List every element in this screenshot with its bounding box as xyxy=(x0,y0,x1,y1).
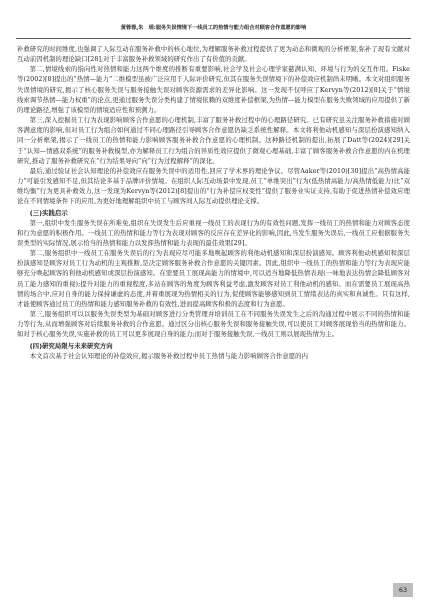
running-header: 黄蓉蓉,朱 瑶:服务失误情境下一线员工的热情与能力组合对顾客合作意愿的影响 xyxy=(120,25,307,31)
paragraph: 第三,服务组织可以以服务失误类型为基础对顾客进行分类管理并培训员工在不同服务失误发生之后的沟通过程中展示不同的热情和能力等行为,从而增强顾客对后续服务补救的合作意愿。通过区分出核心服务失误和服务接触失误,可以使员工对顾客展现恰当的热情和能力。如对于核心服务失误,实施补救的员工可以更多展现自身的能力;而对于服务接触失误,一线员工则以展现热情为主。 xyxy=(17,311,410,339)
section-heading: (三)实践启示 xyxy=(29,209,68,217)
article-body xyxy=(17,45,410,362)
paragraph: 补救研究的时间维度,也强调了人际互动在服务补救中的核心地位,为理解服务补救过程提供了更为动态和微观的分析框架,弥补了现有文献对互动前因机制的理论缺口[28],对于丰富服务补救领域的研究作出了有价值的贡献。 xyxy=(17,46,410,64)
paragraph: 第一,组织中发生服务失误在所难免,组织在失误发生后应重视一线员工的表现行为的有效性问题,发挥一线员工的热情和能力对顾客态度和行为意愿的积极作用。一线员工的热情和能力等行为表现对顾客的反应存在差异化的影响,因此,当发生服务失误后,一线员工应根据服务失误类型的实际情况,展示恰当的热情和能力以发挥热情和能力表现的最佳效果[29]。 xyxy=(17,219,410,247)
paragraph: 本文首次基于社会认知理论的补偿效应,揭示服务补救过程中员工热情与能力影响顾客合作意愿的内 xyxy=(29,352,309,360)
page-number: 63 xyxy=(393,583,413,597)
paragraph: 最后,通过验证社会认知理论的补偿效应在服务失误中的适用性,回应了学术界的理论争议。尽管Aaker等(2010)[30]提出“高热情高能力”可能引发感知不足,但其结论多基于品牌评价情境。在组织人际互动场景中发现,员工“单维突出”行为(低热情高能力/高热情低能力)比“双维均衡”行为更具补救效力,这一发现为Kervyn等(2012)[8]提出的“行为补偿应权变性”提供了服务业实证支持,有助于促进热情补偿效应理论在不同情境条件下的应用,为更好地理解组织中员工与顾客间人际互动提供理论支撑。 xyxy=(17,167,410,206)
section-heading: (四)研究局限与未来研究方向 xyxy=(29,342,113,350)
paragraph: 第二,情境线索的指向性对热情和能力这两个维度的推断有重要影响,社会学及社会心理学家慈满认知、环境与行为的交互作用。Fiske等(2002)[8]提出的“热情—能力”二维模型虽被广泛应用于人际评价研究,但其在服务失误情境下的补偿效应机制尚未明晰。本文对组织服务失误情境的研究,揭示了核心服务失误与服务接触失误对顾客资源需求的差异化影响。这一发现不仅呼应了Kervyn等(2012)[8]关于“情境线索调节热情—能力权重”的论点,更通过服务失误分类构建了情境依赖的双维度补偿框架,为热情—能力模型在服务失败领域的应用提供了新的理论路径,增强了该模型的情境适应性和预测力。 xyxy=(17,66,410,114)
header-divider xyxy=(16,38,411,39)
paragraph: 第三,深入挖掘员工行为表现影响顾客合作意愿的心理机制,丰富了服务补救过程中的心理路径研究。已有研究虽关注服务补救措施对顾客满意度的影响,但对员工行为组合如何通过不同心理路径引导顾客合作意愿仍缺乏系统性解释。本文将利他动机感知与深层扮演感知纳入同一分析框架,揭示了一线员工的热情和能力影响顾客服务补救合作意愿的心理机制。这种路径机制的提出,拓展了Datt等(2024)[29]关于“认知—情感双系统”的服务补救模型,亦为解释员工行为组合的异质性效应提供了微观心理基础,丰富了顾客服务补救合作意愿的内在机理研究,推动了服务补救研究在“行为结果导向”向“行为过程解释”的深化。 xyxy=(17,117,410,165)
paragraph: 第二,服务组织中一线员工在服务失误后的行为表现应尽可能多地唤起顾客的利他动机感知和深层扮演感知。顾客利他动机感知和深层扮演感知是顾客对员工行为动机的主观推断,是决定顾客服务补救合作意愿的关键因素。因此,组织中一线员工的热情和能力等行为表现应能够充分唤起顾客的利他动机感知或深层扮演感知。在需要员工展现高能力的情境中,可以适当地降低热情表现(一味地表达热情会降低顾客对员工能力感知的重视);提升对能力的重视程度,多站在顾客的角度为顾客利益考虑,激发顾客对员工利他动机的感知。而在需要员工展现高热情的场合中,应对自身的能力保持谦虚的态度,并着重展现为热情相关的行为,促使顾客能够感知到员工情绪表达的真实和真诚性。只有这样,才能使顾客通过员工的热情和能力感知服务补救的有效性,进而提高顾客积极的态度和行为意愿。 xyxy=(17,250,410,308)
